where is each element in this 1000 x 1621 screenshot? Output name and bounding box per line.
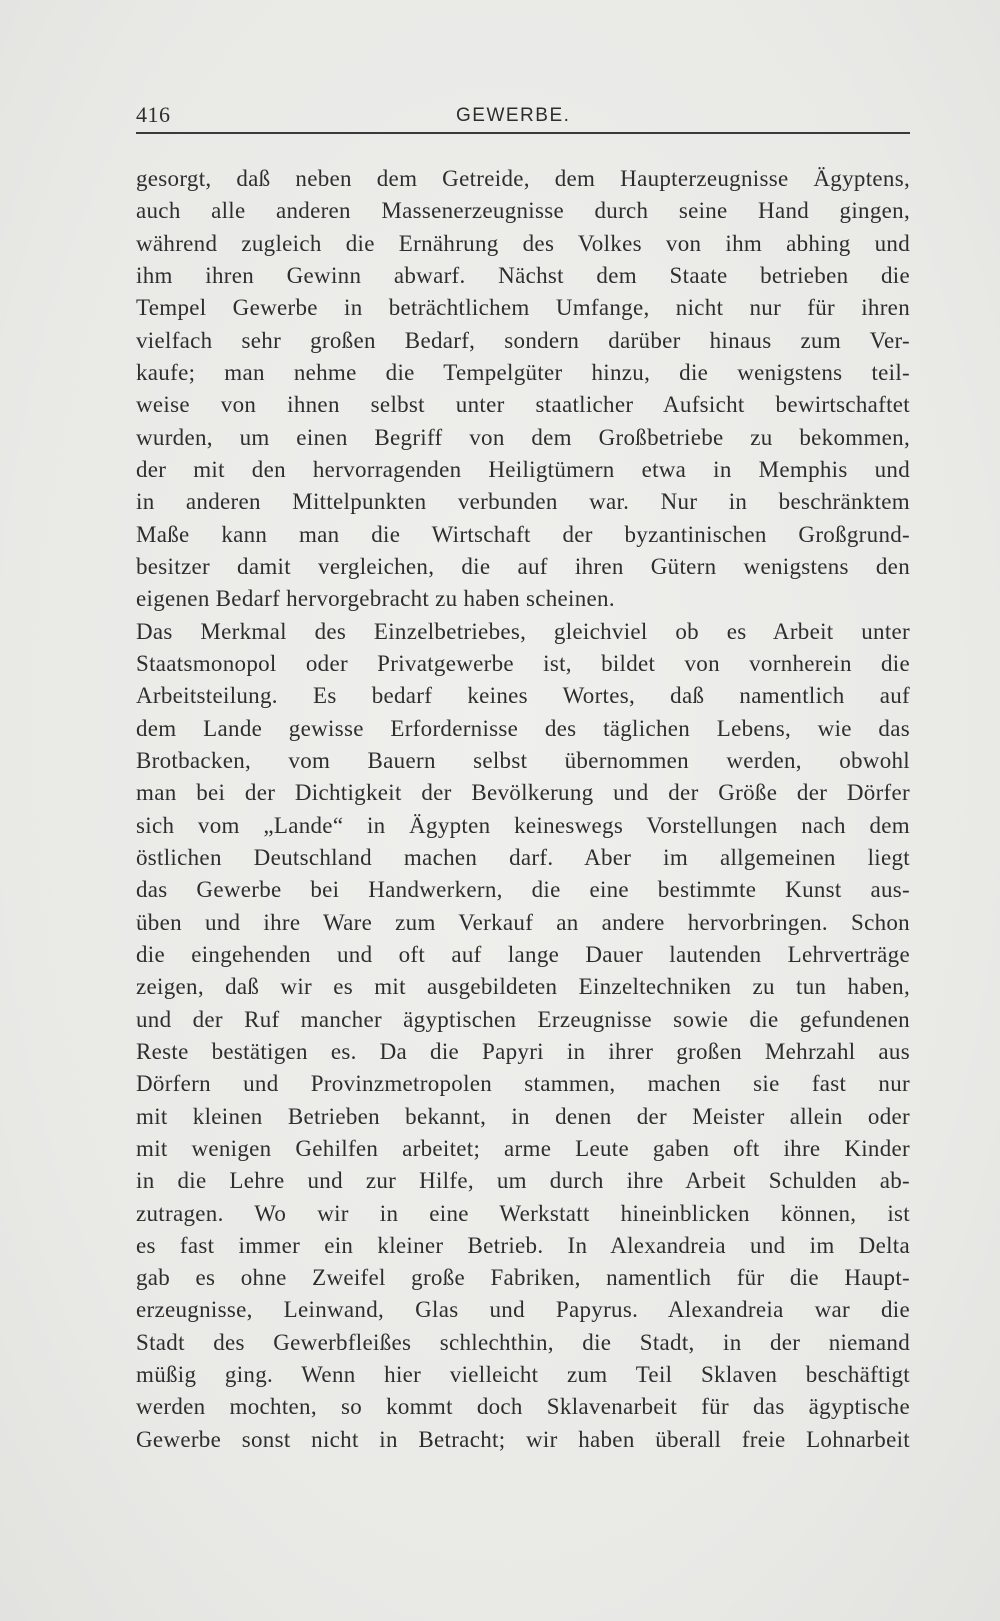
- running-head: GEWERBE.: [456, 105, 571, 126]
- text-line: üben und ihre Ware zum Verkauf an andere hervorbringen. Schon: [136, 909, 910, 935]
- text-line: die eingehenden und oft auf lange Dauer lautenden Lehrverträge: [136, 941, 910, 967]
- page-header: [136, 100, 910, 134]
- text-line: Das Merkmal des Einzelbetriebes, gleichviel ob es Arbeit unter: [136, 618, 910, 644]
- text-line: dem Lande gewisse Erfordernisse des täglichen Lebens, wie das: [136, 715, 910, 741]
- text-line: wurden, um einen Begriff von dem Großbetriebe zu bekommen,: [136, 424, 910, 450]
- text-line: mit wenigen Gehilfen arbeitet; arme Leute gaben oft ihre Kinder: [136, 1135, 910, 1161]
- text-line: gab es ohne Zweifel große Fabriken, namentlich für die Haupt-: [136, 1265, 910, 1291]
- text-line: Brotbacken, vom Bauern selbst übernommen werden, obwohl: [136, 747, 910, 773]
- text-line: es fast immer ein kleiner Betrieb. In Alexandreia und im Delta: [136, 1232, 910, 1258]
- text-line: Arbeitsteilung. Es bedarf keines Wortes, daß namentlich auf: [136, 683, 910, 709]
- text-line: Tempel Gewerbe in beträchtlichem Umfange, nicht nur für ihren: [136, 295, 910, 321]
- text-line: Dörfern und Provinzmetropolen stammen, machen sie fast nur: [136, 1071, 910, 1097]
- text-line: zutragen. Wo wir in eine Werkstatt hineinblicken können, ist: [136, 1200, 910, 1226]
- text-line: Staatsmonopol oder Privatgewerbe ist, bildet von vornherein die: [136, 650, 910, 676]
- text-line: weise von ihnen selbst unter staatlicher Aufsicht bewirtschaftet: [136, 392, 910, 418]
- text-line: zeigen, daß wir es mit ausgebildeten Einzeltechniken zu tun haben,: [136, 974, 910, 1000]
- text-line: der mit den hervorragenden Heiligtümern etwa in Memphis und: [136, 456, 910, 482]
- text-line: gesorgt, daß neben dem Getreide, dem Haupterzeugnisse Ägyptens,: [136, 166, 910, 191]
- text-line: mit kleinen Betrieben bekannt, in denen der Meister allein oder: [136, 1103, 910, 1129]
- text-line: ihm ihren Gewinn abwarf. Nächst dem Staate betrieben die: [136, 262, 910, 288]
- text-line: vielfach sehr großen Bedarf, sondern darüber hinaus zum Ver-: [136, 327, 910, 353]
- text-line: östlichen Deutschland machen darf. Aber im allgemeinen liegt: [136, 844, 910, 870]
- text-line: müßig ging. Wenn hier vielleicht zum Teil Sklaven beschäftigt: [136, 1362, 910, 1388]
- text-line: in die Lehre und zur Hilfe, um durch ihre Arbeit Schulden ab-: [136, 1168, 910, 1194]
- text-line: werden mochten, so kommt doch Sklavenarbeit für das ägyptische: [136, 1394, 910, 1420]
- text-line: auch alle anderen Massenerzeugnisse durch seine Hand gingen,: [136, 198, 910, 224]
- text-line: Reste bestätigen es. Da die Papyri in ihrer großen Mehrzahl aus: [136, 1038, 910, 1064]
- text-line: erzeugnisse, Leinwand, Glas und Papyrus. Alexandreia war die: [136, 1297, 910, 1323]
- text-line: man bei der Dichtigkeit der Bevölkerung und der Größe der Dörfer: [136, 780, 910, 806]
- page-number: 416: [136, 102, 171, 127]
- text-line: in anderen Mittelpunkten verbunden war. Nur in beschränktem: [136, 489, 910, 515]
- text-line: kaufe; man nehme die Tempelgüter hinzu, die wenigstens teil-: [136, 359, 910, 385]
- text-line: Stadt des Gewerbfleißes schlechthin, die Stadt, in der niemand: [136, 1329, 910, 1355]
- text-line: Maße kann man die Wirtschaft der byzantinischen Großgrund-: [136, 521, 910, 547]
- text-line: während zugleich die Ernährung des Volkes von ihm abhing und: [136, 230, 910, 256]
- text-line: Gewerbe sonst nicht in Betracht; wir haben überall freie Lohnarbeit: [136, 1426, 910, 1452]
- text-line: besitzer damit vergleichen, die auf ihren Gütern wenigstens den: [136, 553, 910, 579]
- text-line: das Gewerbe bei Handwerkern, die eine bestimmte Kunst aus-: [136, 877, 910, 903]
- text-line: eigenen Bedarf hervorgebracht zu haben scheinen.: [136, 586, 615, 612]
- text-line: und der Ruf mancher ägyptischen Erzeugnisse sowie die gefundenen: [136, 1006, 910, 1032]
- text-line: sich vom „Lande“ in Ägypten keineswegs Vorstellungen nach dem: [136, 812, 910, 838]
- body-text: [136, 163, 910, 1456]
